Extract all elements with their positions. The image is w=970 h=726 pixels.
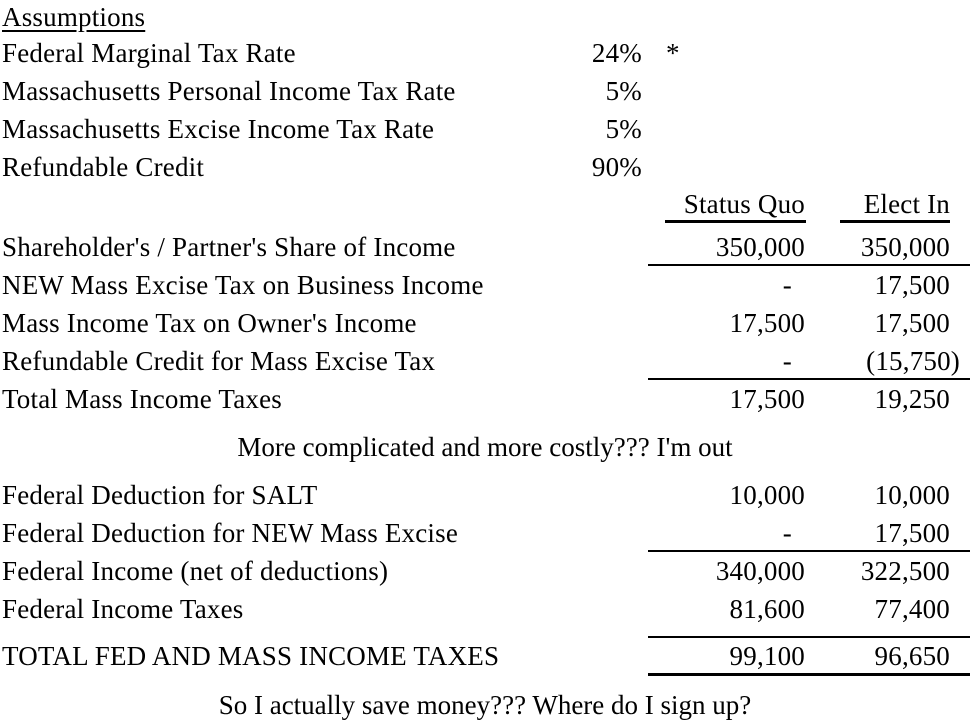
cell-elect-in: 77,400 [874,594,950,624]
assumption-value: 5% [605,114,642,144]
cell-status-quo: 350,000 [715,232,805,262]
cell-elect-in: 322,500 [860,556,950,586]
divider [648,264,970,266]
assumption-label: Massachusetts Excise Income Tax Rate [2,114,435,144]
cell-status-quo: 340,000 [715,556,805,586]
footnote-asterisk: * [666,38,680,68]
row-label: Federal Income (net of deductions) [2,556,389,586]
total-underline [648,673,970,676]
cell-status-quo: - [782,518,792,548]
cell-elect-in: 10,000 [874,480,950,510]
cell-status-quo-total: 99,100 [729,641,805,671]
row-label: Federal Income Taxes [2,594,244,624]
cell-status-quo: 10,000 [729,480,805,510]
column-header-status-quo: Status Quo [683,189,805,219]
row-label: Federal Deduction for NEW Mass Excise [2,518,459,548]
divider [648,550,970,552]
row-label: Mass Income Tax on Owner's Income [2,308,417,338]
cell-elect-in: 17,500 [874,308,950,338]
cell-elect-in: 350,000 [860,232,950,262]
cell-elect-in: (15,750) [866,346,960,376]
assumption-label: Massachusetts Personal Income Tax Rate [2,76,456,106]
assumption-label: Federal Marginal Tax Rate [2,38,296,68]
assumption-label: Refundable Credit [2,152,205,182]
cell-elect-in: 17,500 [874,518,950,548]
cell-status-quo: - [782,270,792,300]
comment-federal: So I actually save money??? Where do I sign up? [218,690,752,720]
header-underline-elect-in [840,220,950,223]
cell-elect-in: 17,500 [874,270,950,300]
assumptions-title: Assumptions [2,2,146,32]
row-label: Refundable Credit for Mass Excise Tax [2,346,436,376]
divider [648,636,970,638]
assumption-value: 24% [591,38,642,68]
divider [648,378,970,380]
header-underline-status-quo [665,220,806,223]
row-label: NEW Mass Excise Tax on Business Income [2,270,484,300]
cell-status-quo: 17,500 [729,308,805,338]
cell-status-quo: 81,600 [729,594,805,624]
row-label: Federal Deduction for SALT [2,480,318,510]
comment-mass: More complicated and more costly??? I'm out [237,432,733,462]
cell-elect-in-total: 96,650 [874,641,950,671]
assumption-value: 90% [591,152,642,182]
column-header-elect-in: Elect In [863,189,950,219]
row-label: Shareholder's / Partner's Share of Income [2,232,456,262]
row-label-total: Total Mass Income Taxes [2,384,283,414]
row-label-grand-total: TOTAL FED AND MASS INCOME TAXES [2,641,500,671]
cell-status-quo: - [782,346,792,376]
cell-elect-in: 19,250 [874,384,950,414]
assumption-value: 5% [605,76,642,106]
cell-status-quo: 17,500 [729,384,805,414]
